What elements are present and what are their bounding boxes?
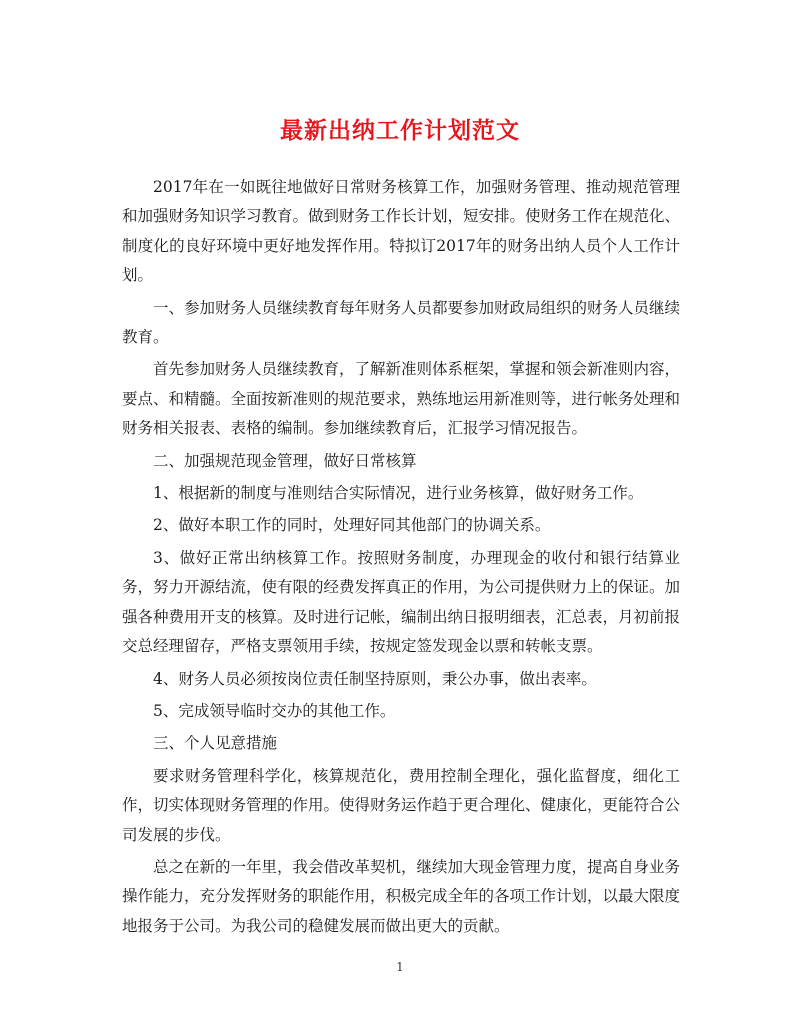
list-item-4: 4、财务人员必须按岗位责任制坚持原则，秉公办事，做出表率。 [153,669,597,688]
document-body [122,173,680,944]
paragraph-intro: 2017年在一如既往地做好日常财务核算工作，加强财务管理、推动规范管理和加强财务知识学习教育。做到财务工作长计划，短安排。使财务工作在规范化、制度化的良好环境中更好地发挥作用。特拟订2017年的财务出纳人员个人工作计划。 [122,178,681,285]
list-item-2: 2、做好本职工作的同时，处理好同其他部门的协调关系。 [153,516,551,535]
list-item-1: 1、根据新的制度与准则结合实际情况，进行业务核算，做好财务工作。 [153,484,644,503]
list-item-3: 3、做好正常出纳核算工作。按照财务制度，办理现金的收付和银行结算业务，努力开源结流，使有限的经费发挥真正的作用，为公司提供财力上的保证。加强各种费用开支的核算。及时进行记帐，编制出纳日报明细表，汇总表，月初前报交总经理留存，严格支票领用手续，按规定签发现金以票和转帐支票。 [122,548,681,656]
section-heading-1: 一、参加财务人员继续教育每年财务人员都要参加财政局组织的财务人员继续教育。 [122,298,681,347]
list-item-5: 5、完成领导临时交办的其他工作。 [153,701,396,720]
paragraph-conclusion: 总之在新的一年里，我会借改革契机，继续加大现金管理力度，提高自身业务操作能力，充分发挥财务的职能作用，积极完成全年的各项工作计划，以最大限度地报务于公司。为我公司的稳健发展而做出更大的贡献。 [122,857,681,935]
section-heading-2: 二、加强规范现金管理，做好日常核算 [153,451,417,470]
paragraph-section-3: 要求财务管理科学化，核算规范化，费用控制全理化，强化监督度，细化工作，切实体现财务管理的作用。使得财务运作趋于更合理化、健康化，更能符合公司发展的步伐。 [122,766,681,844]
page-number: 1 [396,960,404,974]
paragraph-section-1: 首先参加财务人员继续教育，了解新准则体系框架，掌握和领会新准则内容，要点、和精髓。全面按新准则的规范要求，熟练地运用新准则等，进行帐务处理和财务相关报表、表格的编制。参加继续教育后，汇报学习情况报告。 [122,360,681,438]
section-heading-3: 三、个人见意措施 [153,734,278,753]
document-title: 最新出纳工作计划范文 [280,117,520,144]
